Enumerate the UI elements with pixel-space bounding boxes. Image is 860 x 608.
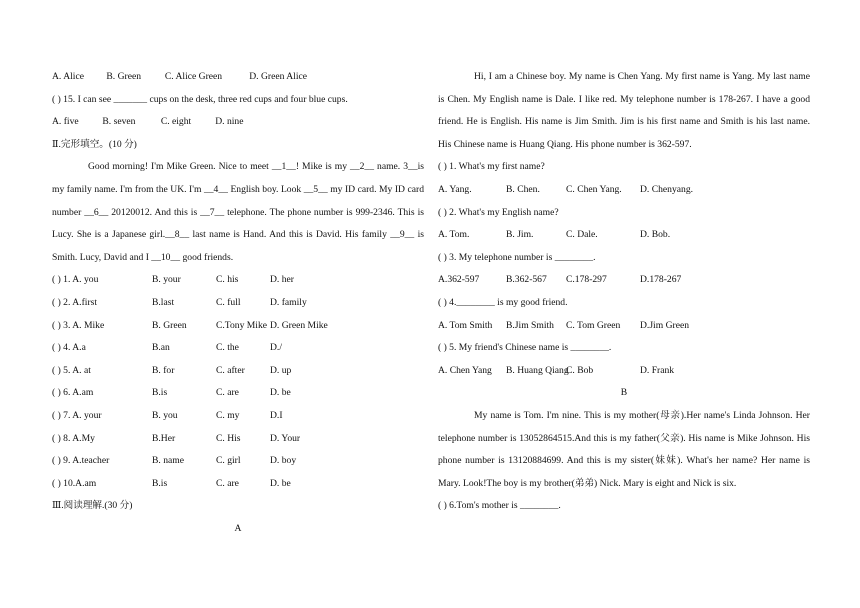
option: D. Green Alice <box>249 71 308 82</box>
option: C.Tony Mike <box>216 319 268 331</box>
option: C. after <box>216 364 245 376</box>
question-4: ( ) 4.________ is my good friend. <box>438 296 568 308</box>
option: C. are <box>216 477 239 489</box>
cloze-item-2 <box>52 292 424 315</box>
option: D. her <box>270 274 294 286</box>
cloze-item-10 <box>52 473 424 496</box>
option: A. Chen Yang <box>438 364 492 376</box>
option: D. up <box>270 364 292 376</box>
cloze-item-4 <box>52 337 424 360</box>
option: B.last <box>152 296 175 308</box>
option: C. Bob <box>566 364 594 376</box>
option: C.178-297 <box>566 274 607 286</box>
question-2-options <box>438 224 810 247</box>
question-15: ( ) 15. I can see _______ cups on the desk, three red cups and four blue cups. <box>52 93 348 105</box>
option: C. his <box>216 274 239 286</box>
question-3: ( ) 3. My telephone number is ________. <box>438 251 596 263</box>
option: D. be <box>270 477 291 489</box>
cloze-item-8 <box>52 428 424 451</box>
option: B.is <box>152 387 168 399</box>
option: A.362-597 <box>438 274 480 286</box>
option: B. seven <box>102 116 136 128</box>
right-column <box>438 66 810 518</box>
question-5-options <box>438 360 810 383</box>
option: B.362-567 <box>506 274 547 286</box>
left-column <box>52 66 424 540</box>
option: B. for <box>152 364 175 376</box>
option: D.178-267 <box>640 274 682 286</box>
option: A. five <box>52 116 79 128</box>
cloze-item-5 <box>52 360 424 383</box>
option: C. are <box>216 387 239 399</box>
option: C. eight <box>160 116 192 128</box>
q15-options <box>52 111 424 134</box>
passage-b-label: B <box>620 387 628 399</box>
cloze-item-label: ( ) 9. A.teacher <box>52 455 110 467</box>
option: D. Bob. <box>640 229 671 241</box>
cloze-item-label: ( ) 1. A. you <box>52 274 99 286</box>
cloze-item-6 <box>52 382 424 405</box>
cloze-item-label: ( ) 3. A. Mike <box>52 319 105 331</box>
cloze-item-3 <box>52 315 424 338</box>
option: B. name <box>152 455 184 467</box>
passage-b-text: My name is Tom. I'm nine. This is my mother(母亲).Her name's Linda Johnson. Her telephone number is 13052864515.And this is my father(父亲). His name is Mike Johnson. His phone number is 13120884699. And this is my sister(妹妹). What's her name? Her name is Mary. Look!The boy is my brother(弟弟) Nick. Mary is eight and Nick is six. <box>438 409 810 489</box>
option: C. Alice Green <box>164 71 223 82</box>
option: B.Jim Smith <box>506 319 554 331</box>
option: D. boy <box>270 455 297 467</box>
cloze-item-7 <box>52 405 424 428</box>
q14-options <box>52 66 424 89</box>
option: B. Chen. <box>506 183 540 195</box>
option: B. you <box>152 409 178 421</box>
option: D. Chenyang. <box>640 183 694 195</box>
option: D. Your <box>270 432 301 444</box>
option: C. girl <box>216 455 241 467</box>
option: B.an <box>152 342 170 354</box>
cloze-item-label: ( ) 10.A.am <box>52 477 97 489</box>
option: D./ <box>270 342 282 354</box>
option: C. the <box>216 342 239 354</box>
section-3-title: Ⅲ.阅读理解.(30 分) <box>52 500 133 512</box>
option: B. Huang Qiang <box>506 364 569 376</box>
cloze-item-label: ( ) 5. A. at <box>52 364 91 376</box>
cloze-item-label: ( ) 6. A.am <box>52 387 94 399</box>
option: D. Green Mike <box>270 319 328 331</box>
cloze-item-label: ( ) 7. A. your <box>52 409 102 421</box>
question-2: ( ) 2. What's my English name? <box>438 206 559 218</box>
question-1-options <box>438 179 810 202</box>
option: C. His <box>216 432 241 444</box>
option: B.Her <box>152 432 176 444</box>
cloze-item-label: ( ) 2. A.first <box>52 296 98 308</box>
passage-a-questions <box>438 156 810 382</box>
option: D.I <box>270 409 283 421</box>
question-3-options <box>438 269 810 292</box>
option: A. Tom. <box>438 229 470 241</box>
section-2-title: Ⅱ.完形填空。(10 分) <box>52 138 137 150</box>
option: D. nine <box>215 116 244 128</box>
option: D.Jim Green <box>640 319 690 331</box>
option: D. be <box>270 387 291 399</box>
passage-a-label: A <box>234 522 242 534</box>
question-4-options <box>438 315 810 338</box>
question-1: ( ) 1. What's my first name? <box>438 161 545 173</box>
option: C. Dale. <box>566 229 598 241</box>
option: B. Jim. <box>506 229 534 241</box>
option: A. Tom Smith <box>438 319 493 331</box>
option: C. my <box>216 409 240 421</box>
option: B. Green <box>106 71 142 82</box>
option: B. your <box>152 274 181 286</box>
option: C. full <box>216 296 241 308</box>
cloze-options-list <box>52 269 424 495</box>
question-5: ( ) 5. My friend's Chinese name is ________. <box>438 342 612 354</box>
option: B. Green <box>152 319 187 331</box>
option: D. family <box>270 296 307 308</box>
cloze-item-1 <box>52 269 424 292</box>
question-6: ( ) 6.Tom's mother is ________. <box>438 500 561 512</box>
passage-a-text: Hi, I am a Chinese boy. My name is Chen Yang. My first name is Yang. My last name is Chen. My English name is Dale. I like red. My telephone number is 178-267. I have a good friend. He is English. His name is Jim Smith. Jim is his first name and Smith is his last name. His Chinese name is Huang Qiang. His phone number is 362-597. <box>438 71 810 150</box>
cloze-item-9 <box>52 450 424 473</box>
option: D. Frank <box>640 364 675 376</box>
cloze-item-label: ( ) 4. A.a <box>52 342 86 354</box>
cloze-item-label: ( ) 8. A.My <box>52 432 95 444</box>
option: A. Yang. <box>438 183 472 195</box>
option: C. Chen Yang. <box>566 183 622 195</box>
option: B.is <box>152 477 168 489</box>
cloze-passage: Good morning! I'm Mike Green. Nice to meet __1__! Mike is my __2__ name. 3__is my family name. I'm from the UK. I'm __4__ English boy. Look __5__ my ID card. My ID card number __6__ 20120012. And this is __7__ telephone. The phone number is 999-2346. This is Lucy. She is a Japanese girl.__8__ last name is Hand. And this is David. His family __9__ is Smith. Lucy, David and I __10__ good friends. <box>52 161 424 263</box>
option: A. Alice <box>52 71 84 82</box>
option: C. Tom Green <box>566 319 621 331</box>
